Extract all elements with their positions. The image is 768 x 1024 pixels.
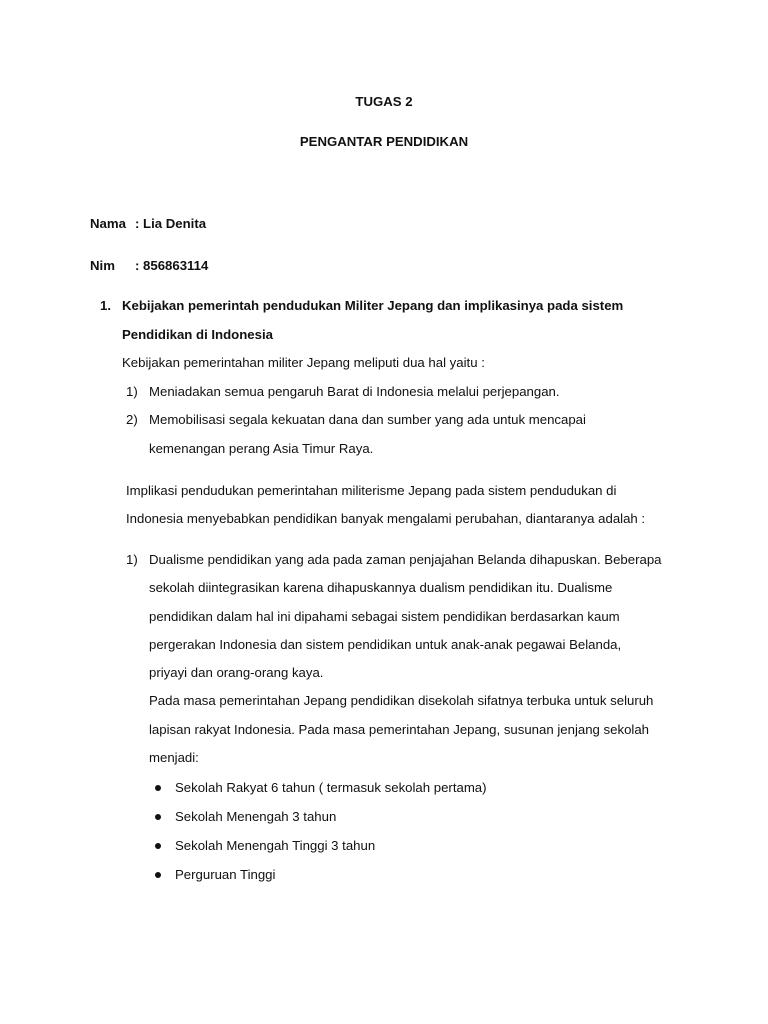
nim-label: Nim bbox=[90, 258, 115, 273]
bullet-icon bbox=[155, 814, 161, 820]
change-item-line: menjadi: bbox=[149, 750, 199, 765]
bullet-icon bbox=[155, 872, 161, 878]
policy-intro: Kebijakan pemerintahan militer Jepang meliputi dua hal yaitu : bbox=[122, 355, 485, 370]
implication-paragraph-line: Implikasi pendudukan pemerintahan militerisme Jepang pada sistem pendudukan di bbox=[126, 483, 617, 498]
nim-value: : 856863114 bbox=[135, 258, 209, 273]
name-value: : Lia Denita bbox=[135, 216, 207, 231]
school-level-item: Sekolah Menengah 3 tahun bbox=[175, 809, 337, 824]
school-level-item: Sekolah Menengah Tinggi 3 tahun bbox=[175, 838, 376, 853]
change-item-line: Pada masa pemerintahan Jepang pendidikan disekolah sifatnya terbuka untuk seluruh bbox=[149, 693, 654, 708]
school-level-item: Sekolah Rakyat 6 tahun ( termasuk sekolah pertama) bbox=[175, 780, 487, 795]
bullet-icon bbox=[155, 785, 161, 791]
bullet-icon bbox=[155, 843, 161, 849]
question-number: 1. bbox=[100, 298, 111, 313]
document-title: TUGAS 2 bbox=[355, 94, 413, 109]
policy-item-number: 2) bbox=[126, 412, 138, 427]
question-heading-line2: Pendidikan di Indonesia bbox=[122, 327, 273, 342]
policy-item-text: Meniadakan semua pengaruh Barat di Indonesia melalui perjepangan. bbox=[149, 384, 560, 399]
policy-item-number: 1) bbox=[126, 384, 138, 399]
implication-paragraph-line: Indonesia menyebabkan pendidikan banyak mengalami perubahan, diantaranya adalah : bbox=[126, 511, 646, 526]
change-item-line: pergerakan Indonesia dan sistem pendidikan untuk anak-anak pegawai Belanda, bbox=[149, 637, 622, 652]
change-item-line: lapisan rakyat Indonesia. Pada masa pemerintahan Jepang, susunan jenjang sekolah bbox=[149, 722, 649, 737]
policy-item-text: Memobilisasi segala kekuatan dana dan sumber yang ada untuk mencapai bbox=[149, 412, 586, 427]
question-heading-line1: Kebijakan pemerintah pendudukan Militer Jepang dan implikasinya pada sistem bbox=[122, 298, 624, 313]
change-item-line: priyayi dan orang-orang kaya. bbox=[149, 665, 324, 680]
change-item-line: sekolah diintegrasikan karena dihapuskannya dualism pendidikan itu. Dualisme bbox=[149, 580, 613, 595]
school-level-item: Perguruan Tinggi bbox=[175, 867, 276, 882]
document-subtitle: PENGANTAR PENDIDIKAN bbox=[299, 134, 469, 149]
change-item-number: 1) bbox=[126, 552, 138, 567]
change-item-line: pendidikan dalam hal ini dipahami sebagai sistem pendidikan berdasarkan kaum bbox=[149, 609, 620, 624]
name-label: Nama bbox=[90, 216, 126, 231]
change-item-line: Dualisme pendidikan yang ada pada zaman penjajahan Belanda dihapuskan. Beberapa bbox=[149, 552, 662, 567]
policy-item-text: kemenangan perang Asia Timur Raya. bbox=[149, 441, 374, 456]
